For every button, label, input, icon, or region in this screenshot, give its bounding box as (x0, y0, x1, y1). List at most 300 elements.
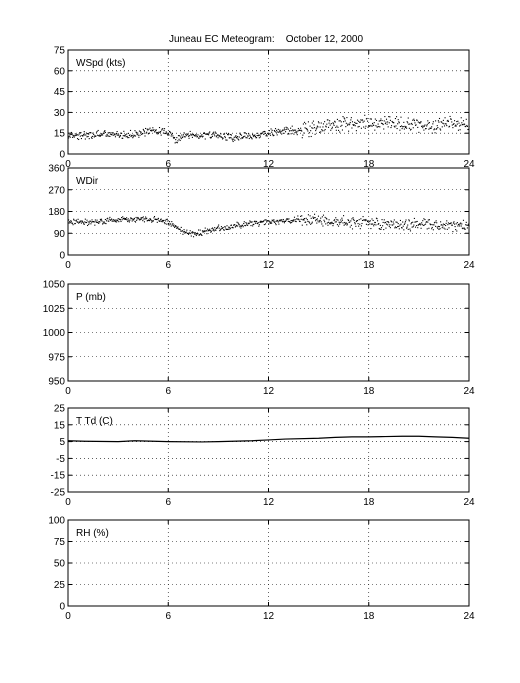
data-point (442, 123, 443, 124)
data-point (106, 136, 107, 137)
x-tick-label: 0 (65, 611, 71, 622)
data-point (144, 135, 145, 136)
data-point (182, 136, 183, 137)
data-point (317, 126, 318, 127)
data-point (434, 222, 435, 223)
data-point (113, 132, 114, 133)
data-point (322, 216, 323, 217)
data-point (90, 223, 91, 224)
data-point (71, 132, 72, 133)
data-point (452, 127, 453, 128)
data-point (397, 123, 398, 124)
data-point (315, 217, 316, 218)
data-point (378, 223, 379, 224)
data-point (77, 138, 78, 139)
data-point (104, 130, 105, 131)
data-point (116, 133, 117, 134)
data-point (414, 222, 415, 223)
data-point (139, 135, 140, 136)
data-point (279, 221, 280, 222)
data-point (240, 225, 241, 226)
data-point (100, 135, 101, 136)
data-point (269, 130, 270, 131)
data-point (377, 126, 378, 127)
data-point (453, 223, 454, 224)
data-point (256, 137, 257, 138)
data-point (182, 234, 183, 235)
y-tick-label: 270 (48, 185, 65, 197)
y-tick-label: 950 (48, 376, 65, 388)
data-point (443, 120, 444, 121)
y-tick-label: 180 (48, 207, 65, 218)
data-points (68, 115, 470, 144)
data-point (407, 225, 408, 226)
data-point (115, 134, 116, 135)
data-point (231, 138, 232, 139)
data-point (341, 221, 342, 222)
data-point (431, 228, 432, 229)
data-point (454, 224, 455, 225)
data-point (431, 224, 432, 225)
data-point (412, 227, 413, 228)
data-point (204, 230, 205, 231)
data-point (286, 127, 287, 128)
data-point (72, 137, 73, 138)
x-tick-label: 18 (363, 159, 375, 170)
data-point (312, 122, 313, 123)
data-point (281, 219, 282, 220)
x-tick-label: 6 (165, 260, 172, 271)
data-point (239, 133, 240, 134)
data-point (73, 219, 74, 220)
data-point (320, 218, 321, 219)
data-point (439, 228, 440, 229)
data-point (455, 126, 456, 127)
data-point (190, 233, 191, 234)
data-point (369, 221, 370, 222)
data-point (95, 136, 96, 137)
data-point (358, 223, 359, 224)
data-point (461, 117, 462, 118)
data-point (397, 226, 398, 227)
data-point (456, 223, 457, 224)
data-point (462, 124, 463, 125)
x-tick-label: 6 (165, 611, 172, 622)
data-point (391, 221, 392, 222)
data-point (341, 218, 342, 219)
data-point (229, 227, 230, 228)
data-point (384, 120, 385, 121)
data-point (271, 221, 272, 222)
data-point (287, 133, 288, 134)
data-point (284, 127, 285, 128)
data-point (193, 236, 194, 237)
data-point (188, 136, 189, 137)
data-point (172, 133, 173, 134)
data-point (226, 225, 227, 226)
data-point (364, 115, 365, 116)
data-point (293, 134, 294, 135)
data-point (97, 135, 98, 136)
data-point (132, 220, 133, 221)
data-point (349, 124, 350, 125)
data-point (457, 121, 458, 122)
data-point (94, 225, 95, 226)
x-tick-label: 12 (262, 260, 275, 271)
data-point (294, 130, 295, 131)
data-point (187, 233, 188, 234)
data-point (314, 127, 315, 128)
data-point (80, 132, 81, 133)
x-tick-label: 0 (65, 497, 71, 508)
data-point (394, 126, 395, 127)
data-point (78, 219, 79, 220)
data-point (350, 119, 351, 120)
data-point (220, 133, 221, 134)
y-tick-label: -15 (50, 470, 65, 482)
data-point (203, 231, 204, 232)
data-point (205, 138, 206, 139)
data-point (145, 217, 146, 218)
data-point (127, 221, 128, 222)
data-point (127, 219, 128, 220)
data-point (148, 133, 149, 134)
data-point (278, 224, 279, 225)
data-point (387, 124, 388, 125)
data-point (232, 139, 233, 140)
data-point (281, 133, 282, 134)
data-point (117, 135, 118, 136)
data-point (360, 122, 361, 123)
data-point (230, 228, 231, 229)
data-point (206, 230, 207, 231)
panel-1 (54, 46, 475, 171)
data-point (316, 219, 317, 220)
data-point (184, 229, 185, 230)
data-point (463, 220, 464, 221)
data-point (118, 135, 119, 136)
data-point (167, 219, 168, 220)
panel-label: RH (%) (76, 528, 109, 539)
data-point (162, 221, 163, 222)
data-point (79, 222, 80, 223)
data-point (152, 130, 153, 131)
data-point (359, 224, 360, 225)
data-point (166, 131, 167, 132)
data-point (253, 136, 254, 137)
data-point (422, 125, 423, 126)
data-point (316, 223, 317, 224)
data-point (180, 229, 181, 230)
data-point (434, 132, 435, 133)
data-point (363, 216, 364, 217)
data-point (181, 138, 182, 139)
data-point (281, 131, 282, 132)
data-point (95, 219, 96, 220)
data-point (102, 221, 103, 222)
data-point (400, 224, 401, 225)
data-point (404, 223, 405, 224)
data-point (433, 224, 434, 225)
data-point (455, 229, 456, 230)
data-point (292, 126, 293, 127)
data-point (97, 131, 98, 132)
data-point (416, 221, 417, 222)
data-point (268, 223, 269, 224)
data-point (136, 217, 137, 218)
data-point (389, 116, 390, 117)
data-point (179, 135, 180, 136)
data-point (103, 132, 104, 133)
data-point (454, 120, 455, 121)
data-point (79, 133, 80, 134)
data-point (208, 134, 209, 135)
figure-title: Juneau EC Meteogram: October 12, 2000 (169, 34, 363, 45)
data-point (369, 223, 370, 224)
data-point (444, 125, 445, 126)
data-point (375, 125, 376, 126)
data-point (223, 138, 224, 139)
y-tick-label: 75 (53, 537, 65, 548)
data-point (199, 234, 200, 235)
data-points (68, 214, 470, 238)
data-point (297, 131, 298, 132)
data-point (335, 217, 336, 218)
data-point (432, 133, 433, 134)
data-point (311, 127, 312, 128)
data-point (123, 131, 124, 132)
data-point (217, 134, 218, 135)
data-point (342, 116, 343, 117)
data-point (128, 218, 129, 219)
data-point (141, 218, 142, 219)
data-point (283, 133, 284, 134)
data-point (85, 138, 86, 139)
data-point (410, 230, 411, 231)
data-point (461, 122, 462, 123)
data-point (359, 219, 360, 220)
data-point (408, 117, 409, 118)
data-point (310, 126, 311, 127)
data-point (395, 221, 396, 222)
data-point (158, 133, 159, 134)
data-point (275, 128, 276, 129)
data-point (91, 222, 92, 223)
data-point (313, 217, 314, 218)
data-point (447, 224, 448, 225)
data-point (126, 219, 127, 220)
data-point (249, 223, 250, 224)
data-point (68, 222, 69, 223)
data-point (456, 230, 457, 231)
data-point (383, 128, 384, 129)
data-point (252, 225, 253, 226)
data-point (244, 221, 245, 222)
data-point (347, 124, 348, 125)
data-point (265, 223, 266, 224)
data-point (235, 136, 236, 137)
data-point (277, 134, 278, 135)
data-point (331, 128, 332, 129)
data-point (313, 124, 314, 125)
data-point (417, 127, 418, 128)
data-point (252, 138, 253, 139)
data-point (403, 122, 404, 123)
data-point (435, 120, 436, 121)
data-point (304, 122, 305, 123)
data-point (437, 125, 438, 126)
data-point (109, 217, 110, 218)
data-point (413, 127, 414, 128)
data-point (403, 226, 404, 227)
data-point (99, 136, 100, 137)
data-point (356, 123, 357, 124)
data-point (283, 219, 284, 220)
data-point (431, 128, 432, 129)
data-point (84, 134, 85, 135)
data-point (385, 123, 386, 124)
data-point (142, 217, 143, 218)
data-point (125, 134, 126, 135)
data-point (445, 225, 446, 226)
data-point (132, 135, 133, 136)
data-point (305, 127, 306, 128)
data-point (439, 226, 440, 227)
x-tick-label: 24 (463, 611, 475, 622)
data-point (168, 134, 169, 135)
data-point (231, 225, 232, 226)
data-point (89, 138, 90, 139)
data-point (324, 121, 325, 122)
data-point (370, 220, 371, 221)
data-point (168, 223, 169, 224)
data-point (379, 121, 380, 122)
data-point (310, 224, 311, 225)
data-point (432, 224, 433, 225)
data-point (73, 224, 74, 225)
data-point (249, 138, 250, 139)
data-point (238, 139, 239, 140)
data-point (88, 136, 89, 137)
x-tick-label: 0 (65, 260, 71, 271)
data-point (170, 224, 171, 225)
data-point (294, 219, 295, 220)
data-point (361, 223, 362, 224)
data-point (385, 228, 386, 229)
data-point (370, 228, 371, 229)
data-point (385, 122, 386, 123)
data-point (441, 122, 442, 123)
data-point (238, 222, 239, 223)
data-point (292, 221, 293, 222)
data-point (322, 225, 323, 226)
data-point (92, 136, 93, 137)
data-point (422, 127, 423, 128)
x-tick-label: 6 (165, 386, 172, 397)
data-point (438, 226, 439, 227)
data-point (302, 137, 303, 138)
data-point (350, 226, 351, 227)
data-point (330, 130, 331, 131)
data-point (320, 126, 321, 127)
data-point (380, 120, 381, 121)
data-point (332, 127, 333, 128)
data-point (442, 225, 443, 226)
data-point (439, 118, 440, 119)
data-point (403, 229, 404, 230)
data-point (297, 134, 298, 135)
data-point (122, 138, 123, 139)
data-point (424, 224, 425, 225)
data-point (85, 134, 86, 135)
data-point (431, 126, 432, 127)
data-point (345, 126, 346, 127)
data-point (428, 123, 429, 124)
data-point (209, 133, 210, 134)
data-point (201, 136, 202, 137)
data-point (176, 142, 177, 143)
data-point (375, 224, 376, 225)
data-point (410, 223, 411, 224)
data-point (438, 229, 439, 230)
data-point (271, 128, 272, 129)
data-point (453, 221, 454, 222)
data-point (371, 224, 372, 225)
data-point (468, 129, 469, 130)
data-point (89, 222, 90, 223)
data-point (402, 221, 403, 222)
data-point (240, 138, 241, 139)
meteogram-panels (43, 46, 475, 623)
data-point (134, 218, 135, 219)
data-point (409, 128, 410, 129)
data-point (241, 135, 242, 136)
data-point (109, 136, 110, 137)
data-point (360, 218, 361, 219)
data-point (171, 221, 172, 222)
data-point (221, 226, 222, 227)
data-point (80, 136, 81, 137)
data-point (128, 220, 129, 221)
data-point (263, 131, 264, 132)
data-point (78, 135, 79, 136)
data-point (108, 221, 109, 222)
data-point (156, 129, 157, 130)
data-point (409, 229, 410, 230)
data-point (115, 221, 116, 222)
data-point (117, 220, 118, 221)
data-point (458, 224, 459, 225)
data-point (379, 126, 380, 127)
data-point (374, 122, 375, 123)
data-point (314, 214, 315, 215)
data-point (465, 126, 466, 127)
data-point (405, 221, 406, 222)
data-point (332, 223, 333, 224)
data-point (153, 129, 154, 130)
data-point (265, 135, 266, 136)
data-point (118, 133, 119, 134)
data-point (448, 222, 449, 223)
data-point (257, 223, 258, 224)
data-point (465, 224, 466, 225)
data-point (363, 126, 364, 127)
data-point (360, 228, 361, 229)
data-point (148, 129, 149, 130)
data-point (412, 120, 413, 121)
data-point (350, 122, 351, 123)
data-point (381, 227, 382, 228)
